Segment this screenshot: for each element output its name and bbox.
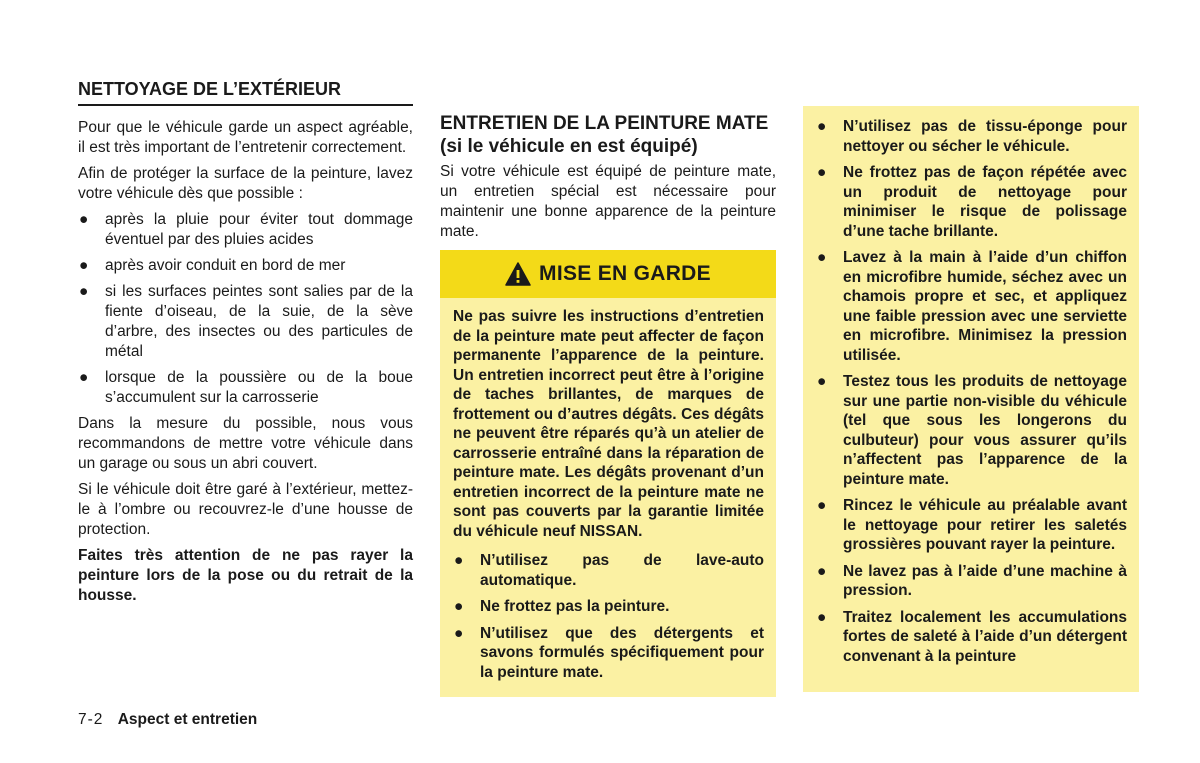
list-item: ● après avoir conduit en bord de mer: [79, 257, 346, 274]
warning-text: Ne pas suivre les instructions d’entretien de la peinture mate peut affecter de façon permanente l’apparence de la peinture. Un entretien incorrect peut être à l’origine de taches brillantes, de marques de frottement ou d’autres dégâts. Ces dégâts ne peuvent être réparés qu’à un atelier de carrosserie entraîné dans la réparation de peinture mate. Les dégâts provenant d’un entretien incorrect de la peinture mate ne sont pas couverts par la garantie limitée du véhicule neuf NISSAN.: [453, 308, 764, 540]
bullet-list: [453, 551, 764, 682]
paragraph: Pour que le véhicule garde un aspect agréable, il est très important de l’entretenir correctement.: [78, 119, 413, 156]
section-subtitle: (si le véhicule en est équipé): [440, 136, 698, 157]
list-item: ● Traitez localement les accumulations fortes de saleté à l’aide d’un détergent convenant à la peinture: [817, 608, 1127, 665]
bullet-list: [78, 210, 413, 408]
chapter-title: Aspect et entretien: [117, 711, 258, 728]
warning-header: [440, 250, 776, 298]
bullet-icon: ●: [817, 497, 827, 514]
section-title: ENTRETIEN DE LA PEINTURE MATE: [440, 113, 769, 134]
warning-title: MISE EN GARDE: [539, 262, 711, 285]
middle-column: [440, 112, 776, 697]
list-item: ● N’utilisez pas de lave-auto automatique.: [454, 552, 764, 589]
bullet-icon: ●: [817, 118, 827, 135]
list-item: ● Ne frottez pas de façon répétée avec un produit de nettoyage pour minimiser le risque de polissage d’une tache brillante.: [817, 164, 1127, 240]
warning-body: [440, 298, 776, 697]
list-item: ● Rincez le véhicule au préalable avant le nettoyage pour retirer les saletés grossières pouvant rayer la peinture.: [817, 497, 1127, 553]
list-item: ● lorsque de la poussière ou de la boue s’accumulent sur la carrosserie: [79, 369, 413, 406]
bullet-icon: ●: [817, 608, 827, 626]
bullet-list: [803, 106, 1139, 666]
list-item: ● Lavez à la main à l’aide d’un chiffon en microfibre humide, séchez avec un chamois propre et sec, et appliquez une faible pression avec une serviette en microfibre. Minimisez la pression utilisée.: [817, 249, 1127, 364]
page-footer: [78, 711, 257, 729]
bullet-icon: ●: [454, 598, 464, 615]
list-item: ● après la pluie pour éviter tout dommage éventuel par des pluies acides: [79, 211, 413, 248]
section-heading: [440, 112, 776, 158]
bold-paragraph: Faites très attention de ne pas rayer la peinture lors de la pose ou du retrait de la housse.: [78, 547, 413, 604]
bullet-icon: ●: [817, 562, 827, 580]
list-item: ● si les surfaces peintes sont salies par de la fiente d’oiseau, de la suie, de la sève d’arbre, des insectes ou des particules de métal: [79, 283, 413, 360]
paragraph: Si le véhicule doit être garé à l’extérieur, mettez-le à l’ombre ou recouvrez-le d’une housse de protection.: [78, 481, 413, 538]
bullet-icon: ●: [454, 552, 464, 569]
paragraph: Si votre véhicule est équipé de peinture mate, un entretien spécial est nécessaire pour maintenir une bonne apparence de la peinture mate.: [440, 163, 776, 240]
bullet-icon: ●: [79, 211, 89, 228]
section-title: NETTOYAGE DE L’EXTÉRIEUR: [78, 78, 413, 106]
warning-box: [440, 250, 776, 697]
bullet-icon: ●: [79, 257, 89, 274]
bullet-icon: ●: [817, 249, 827, 266]
bullet-icon: ●: [817, 373, 827, 390]
page-number: 7-2: [78, 711, 104, 728]
bullet-icon: ●: [79, 369, 89, 386]
left-column: [78, 78, 413, 612]
paragraph: Afin de protéger la surface de la peinture, lavez votre véhicule dès que possible :: [78, 165, 413, 202]
paragraph: Dans la mesure du possible, nous vous recommandons de mettre votre véhicule dans un garage ou sous un abri couvert.: [78, 415, 413, 472]
list-item: ● Ne frottez pas la peinture.: [454, 598, 670, 615]
list-item: ● N’utilisez pas de tissu-éponge pour nettoyer ou sécher le véhicule.: [817, 118, 1127, 155]
right-column-warning-continued: [803, 106, 1139, 692]
bullet-icon: ●: [454, 624, 464, 642]
list-item: ● Testez tous les produits de nettoyage sur une partie non-visible du véhicule (tel que sous les longerons du culbuteur) pour vous assurer qu’ils n’affectent pas l’apparence de la peinture mate.: [817, 373, 1127, 488]
list-item: ● N’utilisez que des détergents et savons formulés spécifiquement pour la peinture mate.: [454, 624, 764, 681]
list-item: ● Ne lavez pas à l’aide d’une machine à pression.: [817, 562, 1127, 599]
warning-triangle-icon: [505, 262, 531, 286]
bullet-icon: ●: [79, 283, 89, 300]
bullet-icon: ●: [817, 164, 827, 181]
